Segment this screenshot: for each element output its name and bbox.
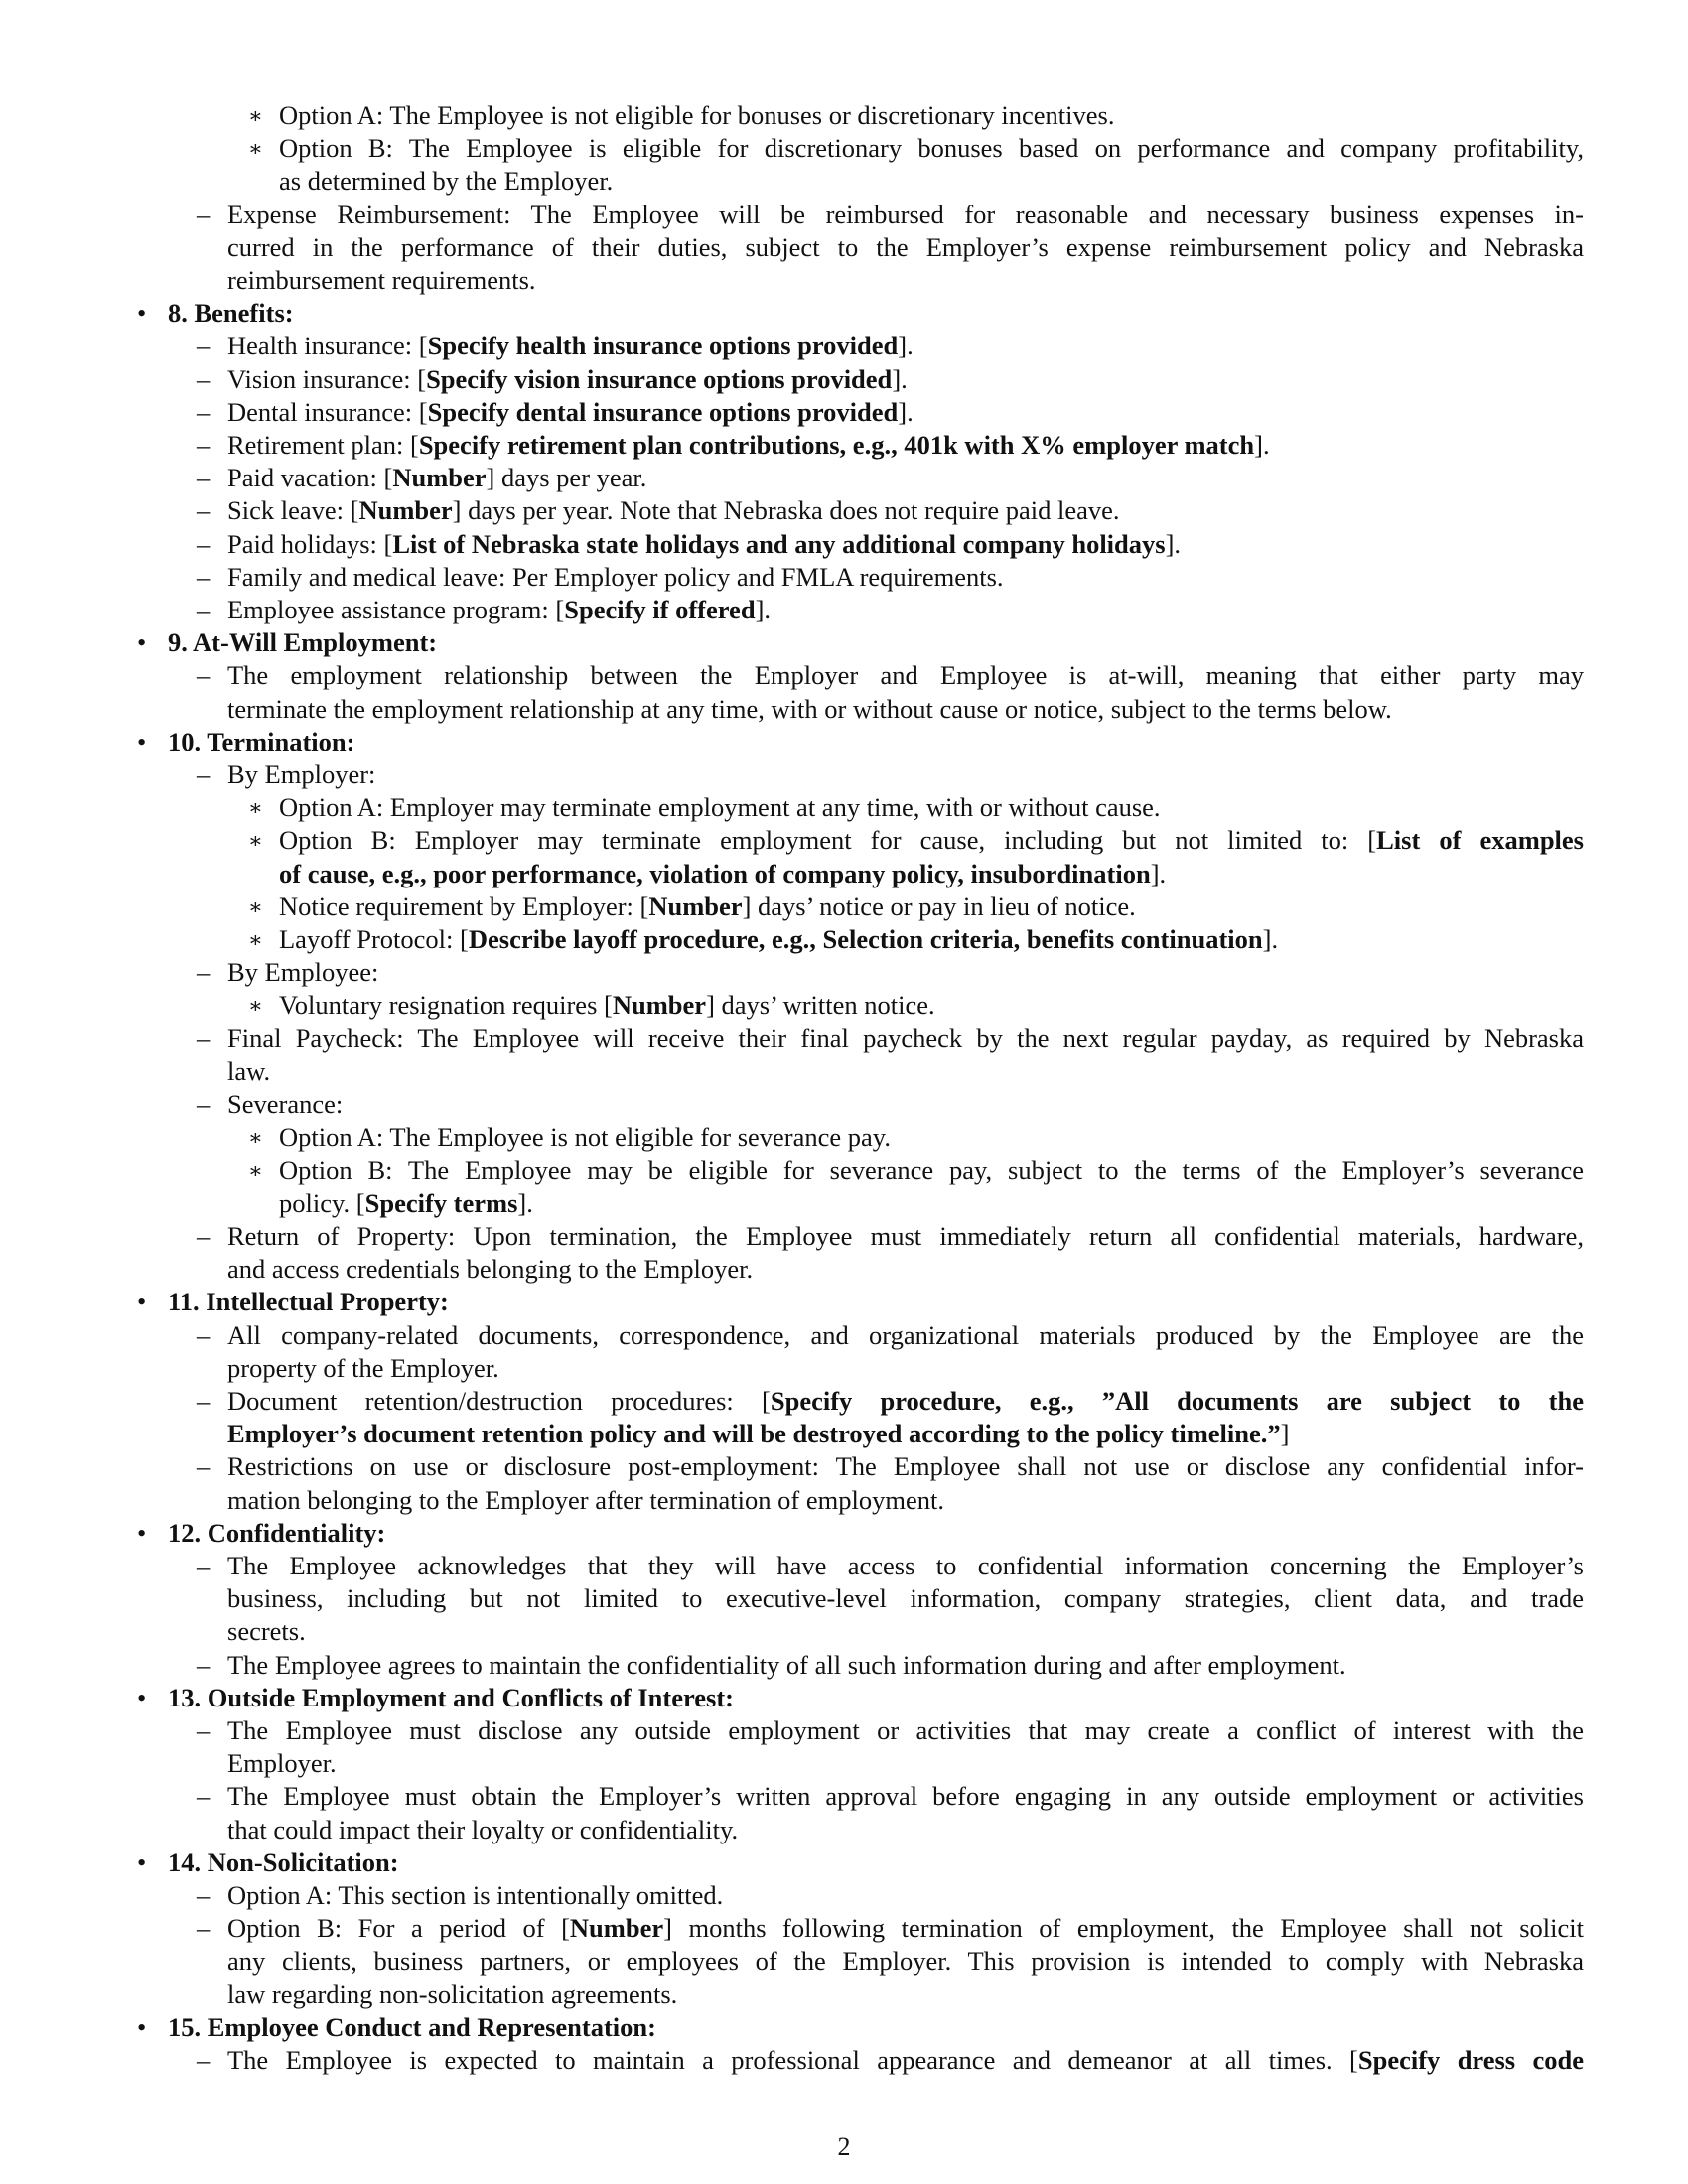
list-item — [134, 1979, 1584, 2011]
bold-text: Number — [392, 463, 487, 493]
text: that could impact their loyalty or confidentiality. — [227, 1814, 739, 1844]
text: Employee assistance program: [ — [227, 595, 565, 625]
text: law regarding non-solicitation agreements. — [227, 1979, 678, 2009]
bullet-marker: • — [137, 1287, 147, 1317]
list-item — [134, 264, 1584, 297]
sub-list-item — [134, 890, 1584, 923]
list-item — [134, 1615, 1584, 1648]
dash-marker: – — [197, 1714, 211, 1745]
text: By Employee: — [227, 957, 379, 988]
asterisk-marker: ∗ — [248, 1125, 263, 1151]
text: Vision insurance: [ — [227, 363, 427, 394]
text: Restrictions on use or disclosure post-employment: The Employee shall not use or disclose any confidential infor- — [227, 1451, 1584, 1482]
asterisk-marker: ∗ — [248, 103, 263, 128]
bold-text: 13. Outside Employment and Conflicts of Interest: — [168, 1682, 734, 1712]
section-heading — [134, 1517, 1584, 1550]
text: property of the Employer. — [227, 1352, 499, 1383]
bullet-marker: • — [137, 298, 147, 329]
list-item — [134, 1352, 1584, 1385]
bold-text: Number — [358, 495, 453, 526]
dash-marker: – — [197, 1781, 211, 1812]
text: ] days’ notice or pay in lieu of notice. — [742, 890, 1136, 921]
bold-text: 8. Benefits: — [168, 298, 294, 329]
dash-marker: – — [197, 1649, 211, 1680]
list-item — [134, 330, 1584, 362]
text: ]. — [1262, 924, 1279, 955]
asterisk-marker: ∗ — [248, 828, 263, 854]
text: reimbursement requirements. — [227, 265, 536, 296]
bold-text: Number — [612, 990, 707, 1021]
bold-text: 15. Employee Conduct and Representation: — [168, 2011, 656, 2042]
bold-text: Describe layoff procedure, e.g., Selection criteria, benefits continuation — [468, 924, 1263, 955]
text: Paid holidays: [ — [227, 528, 393, 559]
bold-text: Number — [648, 890, 743, 921]
bold-text: Specify dress code — [1357, 2044, 1585, 2075]
list-item — [134, 199, 1584, 231]
text: Option B: For a period of [ — [227, 1913, 570, 1944]
list-item — [134, 1055, 1584, 1088]
list-item — [134, 1550, 1584, 1582]
sub-list-item — [134, 1187, 1584, 1220]
bold-text: 14. Non-Solicitation: — [168, 1846, 399, 1877]
asterisk-marker: ∗ — [248, 795, 263, 821]
bold-text: of cause, e.g., poor performance, violation of company policy, insubordination — [279, 858, 1151, 888]
text: Health insurance: [ — [227, 331, 428, 361]
list-item — [134, 1450, 1584, 1483]
list-item — [134, 561, 1584, 594]
list-item — [134, 1879, 1584, 1912]
dash-marker: – — [197, 660, 211, 691]
text: as determined by the Employer. — [279, 166, 614, 197]
bold-text: Specify if offered — [564, 595, 756, 625]
text: Option A: This section is intentionally omitted. — [227, 1879, 724, 1910]
list-item — [134, 1484, 1584, 1517]
text: Voluntary resignation requires [ — [279, 990, 613, 1021]
asterisk-marker: ∗ — [248, 136, 263, 162]
bullet-marker: • — [137, 726, 147, 756]
text: Document retention/destruction procedures: [ — [227, 1385, 771, 1416]
text: ]. — [1254, 430, 1270, 461]
text: ] days per year. — [486, 463, 647, 493]
bold-text: 9. At-Will Employment: — [168, 627, 438, 658]
text: ]. — [1150, 858, 1167, 888]
bold-text: 11. Intellectual Property: — [168, 1287, 449, 1317]
dash-marker: – — [197, 1089, 211, 1120]
list-item — [134, 956, 1584, 989]
sub-list-item — [134, 1155, 1584, 1187]
list-item — [134, 1649, 1584, 1682]
text: Option B: The Employee may be eligible for severance pay, subject to the terms of the Employer’s severance — [279, 1155, 1584, 1185]
text: law. — [227, 1055, 271, 1086]
dash-marker: – — [197, 528, 211, 559]
list-item — [134, 693, 1584, 726]
list-item — [134, 1220, 1584, 1253]
asterisk-marker: ∗ — [248, 993, 263, 1019]
text: The Employee agrees to maintain the confidentiality of all such information during and after employment. — [227, 1649, 1346, 1680]
text: Severance: — [227, 1089, 344, 1120]
text: Option A: The Employee is not eligible for severance pay. — [279, 1122, 891, 1153]
text: Expense Reimbursement: The Employee will be reimbursed for reasonable and necessary business expenses in- — [227, 199, 1584, 229]
section-heading — [134, 626, 1584, 659]
text: ] months following termination of employment, the Employee shall not solicit — [663, 1913, 1584, 1944]
text: ] days’ written notice. — [706, 990, 935, 1021]
text: ] — [1280, 1419, 1290, 1449]
bold-text: Specify retirement plan contributions, e.g., 401k with X% employer match — [418, 430, 1255, 461]
text: Employer. — [227, 1748, 337, 1779]
list-item — [134, 1912, 1584, 1945]
bold-text: List of Nebraska state holidays and any additional company holidays — [392, 528, 1166, 559]
text: Family and medical leave: Per Employer policy and FMLA requirements. — [227, 561, 1004, 592]
text: The Employee acknowledges that they will have access to confidential information concerning the Employer’s — [227, 1550, 1584, 1580]
bold-text: 12. Confidentiality: — [168, 1517, 386, 1548]
bold-text: Specify dental insurance options provided — [427, 396, 899, 427]
bold-text: Specify vision insurance options provided — [426, 363, 893, 394]
text: any clients, business partners, or employees of the Employer. This provision is intended to comply with Nebraska — [227, 1946, 1584, 1977]
bullet-marker: • — [137, 1846, 147, 1877]
text: The Employee must disclose any outside employment or activities that may create a conflict of interest with the — [227, 1714, 1584, 1745]
dash-marker: – — [197, 1879, 211, 1910]
dash-marker: – — [197, 759, 211, 790]
bold-text: Specify terms — [364, 1187, 518, 1218]
list-item — [134, 528, 1584, 561]
text: Option B: The Employee is eligible for discretionary bonuses based on performance and company profitability, — [279, 133, 1584, 164]
text: ]. — [517, 1187, 533, 1218]
dash-marker: – — [197, 363, 211, 394]
text: Option A: Employer may terminate employment at any time, with or without cause. — [279, 792, 1161, 823]
text: ] days per year. Note that Nebraska does not require paid leave. — [452, 495, 1120, 526]
list-item — [134, 1319, 1584, 1352]
section-heading — [134, 297, 1584, 330]
dash-marker: – — [197, 1319, 211, 1350]
list-item — [134, 363, 1584, 396]
text: ]. — [898, 331, 914, 361]
list-item — [134, 462, 1584, 494]
list-item — [134, 1385, 1584, 1418]
list-item — [134, 429, 1584, 462]
list-item — [134, 1582, 1584, 1615]
sub-list-item — [134, 132, 1584, 165]
dash-marker: – — [197, 1385, 211, 1416]
list-item — [134, 1747, 1584, 1780]
text: Layoff Protocol: [ — [279, 924, 469, 955]
text: Sick leave: [ — [227, 495, 359, 526]
list-item — [134, 1253, 1584, 1286]
dash-marker: – — [197, 1220, 211, 1251]
dash-marker: – — [197, 1550, 211, 1580]
list-item — [134, 659, 1584, 692]
asterisk-marker: ∗ — [248, 893, 263, 919]
list-item — [134, 231, 1584, 264]
dash-marker: – — [197, 463, 211, 493]
bold-text: List of examples — [1376, 825, 1584, 856]
bold-text: Specify procedure, e.g., ”All documents are subject to the — [770, 1385, 1584, 1416]
bold-text: Specify health insurance options provided — [427, 331, 899, 361]
bullet-marker: • — [137, 1517, 147, 1548]
bold-text: 10. Termination: — [168, 726, 355, 756]
text: ]. — [755, 595, 772, 625]
text: Notice requirement by Employer: [ — [279, 890, 649, 921]
text: By Employer: — [227, 759, 376, 790]
list-item — [134, 2044, 1584, 2077]
text: The employment relationship between the Employer and Employee is at-will, meaning that either party may — [227, 660, 1584, 691]
text: mation belonging to the Employer after termination of employment. — [227, 1484, 944, 1515]
text: Paid vacation: [ — [227, 463, 393, 493]
list-item — [134, 758, 1584, 791]
page-number: 2 — [837, 2132, 851, 2161]
text: secrets. — [227, 1616, 306, 1647]
dash-marker: – — [197, 2044, 211, 2075]
dash-marker: – — [197, 1451, 211, 1482]
dash-marker: – — [197, 495, 211, 526]
text: The Employee is expected to maintain a professional appearance and demeanor at all times. [ — [227, 2044, 1358, 2075]
list-item — [134, 1814, 1584, 1846]
dash-marker: – — [197, 430, 211, 461]
text: Return of Property: Upon termination, the Employee must immediately return all confidential materials, hardware, — [227, 1220, 1584, 1251]
bullet-marker: • — [137, 627, 147, 658]
text: ]. — [1165, 528, 1182, 559]
text: Final Paycheck: The Employee will receive their final paycheck by the next regular payday, as required by Nebraska — [227, 1023, 1584, 1053]
text: Retirement plan: [ — [227, 430, 419, 461]
section-heading — [134, 1286, 1584, 1318]
dash-marker: – — [197, 1913, 211, 1944]
dash-marker: – — [197, 199, 211, 229]
bullet-marker: • — [137, 2011, 147, 2042]
text: ]. — [892, 363, 908, 394]
list-item — [134, 1714, 1584, 1747]
sub-list-item — [134, 989, 1584, 1022]
text: terminate the employment relationship at any time, with or without cause or notice, subject to the terms below. — [227, 693, 1392, 724]
bullet-marker: • — [137, 1682, 147, 1712]
document-page — [134, 99, 1584, 2077]
section-heading — [134, 1682, 1584, 1714]
dash-marker: – — [197, 595, 211, 625]
text: and access credentials belonging to the Employer. — [227, 1254, 754, 1285]
asterisk-marker: ∗ — [248, 927, 263, 953]
dash-marker: – — [197, 561, 211, 592]
sub-list-item — [134, 99, 1584, 132]
section-heading — [134, 726, 1584, 758]
text: All company-related documents, correspondence, and organizational materials produced by the Employee are the — [227, 1319, 1584, 1350]
section-heading — [134, 2011, 1584, 2044]
dash-marker: – — [197, 396, 211, 427]
text: Dental insurance: [ — [227, 396, 428, 427]
bold-text: Employer’s document retention policy and will be destroyed according to the policy timeline.” — [227, 1419, 1281, 1449]
text: curred in the performance of their duties, subject to the Employer’s expense reimbursement policy and Nebraska — [227, 231, 1584, 262]
list-item — [134, 1023, 1584, 1055]
list-item — [134, 1945, 1584, 1978]
list-item — [134, 594, 1584, 626]
list-item — [134, 1088, 1584, 1121]
sub-list-item — [134, 923, 1584, 956]
list-item — [134, 396, 1584, 429]
section-heading — [134, 1846, 1584, 1879]
sub-list-item — [134, 165, 1584, 198]
bold-text: Number — [569, 1913, 664, 1944]
text: Option A: The Employee is not eligible for bonuses or discretionary incentives. — [279, 100, 1115, 130]
sub-list-item — [134, 791, 1584, 824]
text: Option B: Employer may terminate employment for cause, including but not limited to: [ — [279, 825, 1377, 856]
dash-marker: – — [197, 957, 211, 988]
text: business, including but not limited to executive-level information, company strategies, client data, and trade — [227, 1583, 1584, 1614]
text: ]. — [898, 396, 914, 427]
sub-list-item — [134, 1121, 1584, 1154]
sub-list-item — [134, 824, 1584, 857]
sub-list-item — [134, 858, 1584, 890]
dash-marker: – — [197, 1023, 211, 1053]
text: The Employee must obtain the Employer’s written approval before engaging in any outside employment or activities — [227, 1781, 1584, 1812]
list-item — [134, 1418, 1584, 1450]
list-item — [134, 494, 1584, 527]
dash-marker: – — [197, 331, 211, 361]
asterisk-marker: ∗ — [248, 1158, 263, 1183]
text: policy. [ — [279, 1187, 365, 1218]
list-item — [134, 1780, 1584, 1813]
